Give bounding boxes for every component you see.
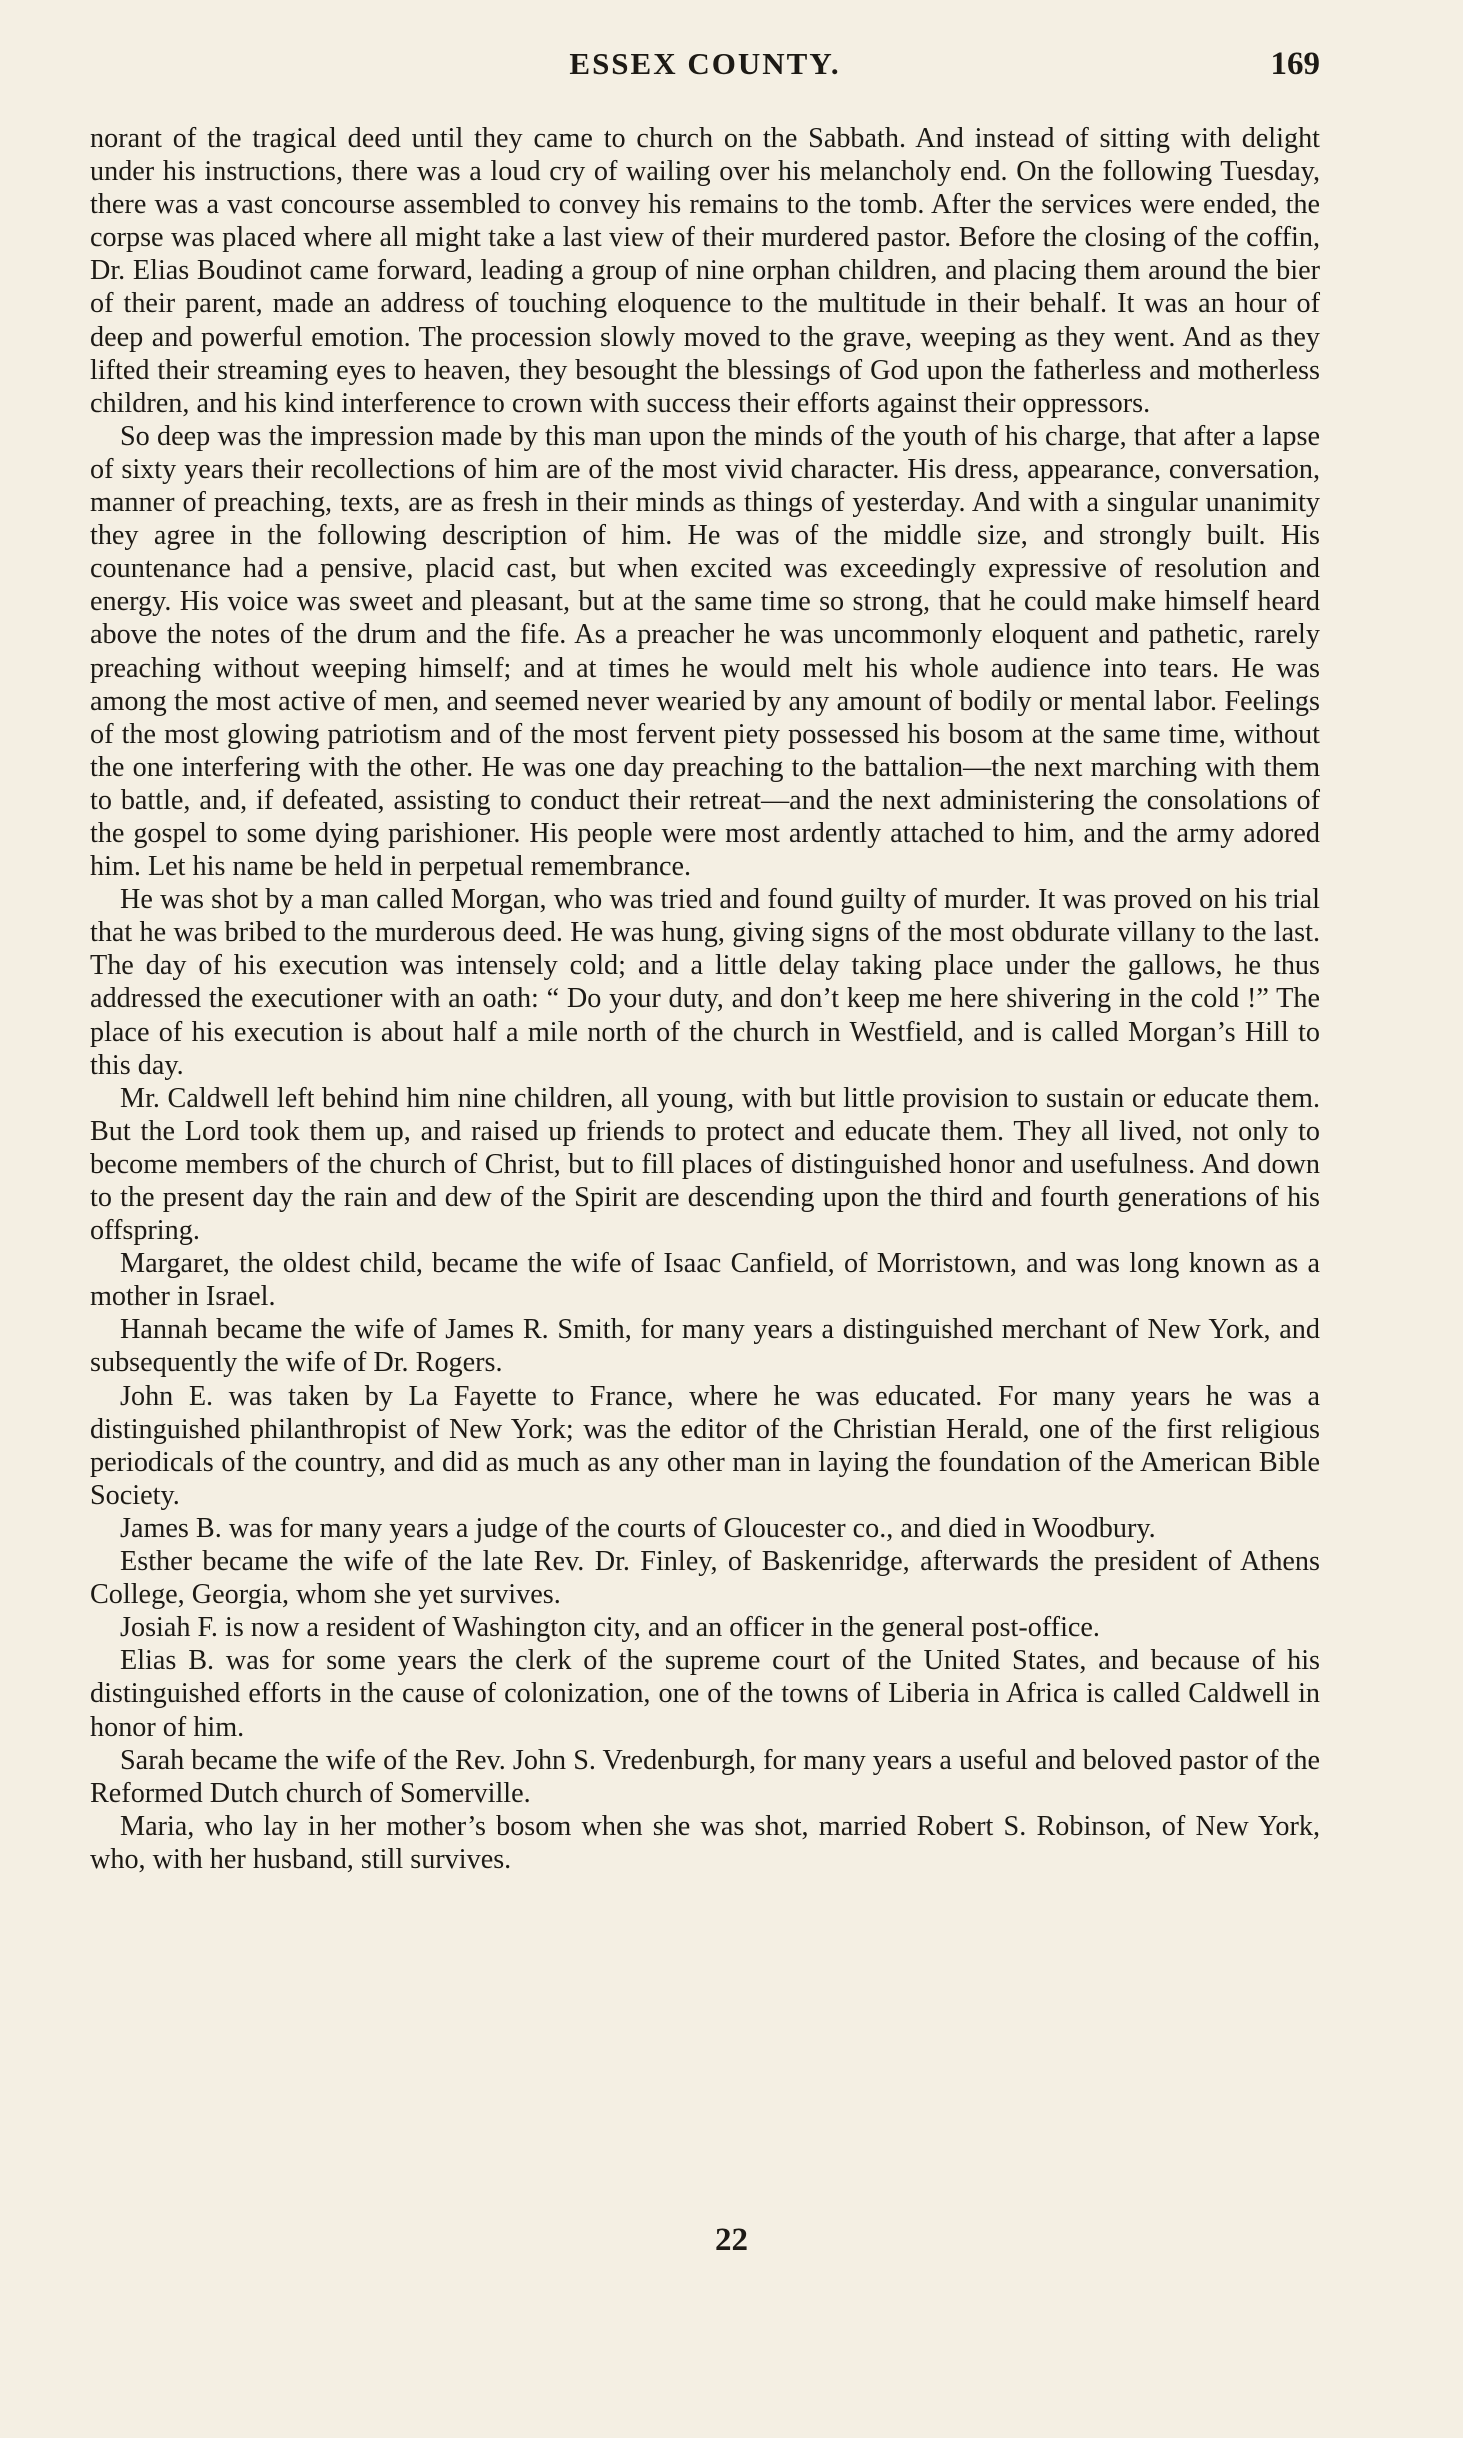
paragraph-john: John E. was taken by La Fayette to France, where he was educated. For many years he was a distinguished philanthropist of New York; was the editor of the Christian Herald, one of the first religious periodicals of the country, and did as much as any other man in laying the foundation of the American Bible Society. xyxy=(90,1380,1320,1511)
page-number: 169 xyxy=(1270,46,1320,82)
paragraph-children: Mr. Caldwell left behind him nine children, all young, with but little provision to sustain or educate them. But the Lord took them up, and raised up friends to protect and educate them. They all lived, not only to become members of the church of Christ, but to fill places of distinguished honor and usefulness. And down to the present day the rain and dew of the Spirit are descending upon the third and fourth generations of his offspring. xyxy=(90,1082,1320,1247)
paragraph-hannah: Hannah became the wife of James R. Smith, for many years a distinguished merchant of New York, and subsequently the wife of Dr. Rogers. xyxy=(90,1314,1320,1379)
paragraph-esther: Esther became the wife of the late Rev. Dr. Finley, of Baskenridge, afterwards the president of Athens College, Georgia, whom she yet survives. xyxy=(90,1546,1320,1611)
paragraph-maria: Maria, who lay in her mother’s bosom when she was shot, married Robert S. Robinson, of New York, who, with her husband, still survives. xyxy=(90,1810,1320,1875)
paragraph-elias: Elias B. was for some years the clerk of the supreme court of the United States, and because of his distinguished efforts in the cause of colonization, one of the towns of Liberia in Africa is called Caldwell in honor of him. xyxy=(90,1645,1320,1743)
paragraph-morgan: He was shot by a man called Morgan, who was tried and found guilty of murder. It was proved on his trial that he was bribed to the murderous deed. He was hung, giving signs of the most obdurate villany to the last. The day of his execution was intensely cold; and a little delay taking place under the gallows, he thus addressed the executioner with an oath: “ Do your duty, and don’t keep me here shivering in the cold !” The place of his execution is about half a mile north of the church in Westfield, and is called Morgan’s Hill to this day. xyxy=(90,884,1320,1081)
paragraph-sarah: Sarah became the wife of the Rev. John S. Vredenburgh, for many years a useful and beloved pastor of the Reformed Dutch church of Somerville. xyxy=(90,1744,1320,1809)
paragraph-josiah: Josiah F. is now a resident of Washington city, and an officer in the general post-office. xyxy=(120,1612,1100,1644)
paragraph-description: So deep was the impression made by this man upon the minds of the youth of his charge, that after a lapse of sixty years their recollections of him are of the most vivid character. His dress, appearance, conversation, manner of preaching, texts, are as fresh in their minds as things of yesterday. And with a singular unanimity they agree in the following description of him. He was of the middle size, and strongly built. His countenance had a pensive, placid cast, but when excited was exceedingly expressive of resolution and energy. His voice was sweet and pleasant, but at the same time so strong, that he could make himself heard above the notes of the drum and the fife. As a preacher he was uncommonly eloquent and pathetic, rarely preaching without weeping himself; and at times he would melt his whole audience into tears. He was among the most active of men, and seemed never wearied by any amount of bodily or mental labor. Feelings of the most glowing patriotism and of the most fervent piety possessed his bosom at the same time, without the one interfering with the other. He was one day preaching to the battalion—the next marching with them to battle, and, if defeated, assisting to conduct their retreat—and the next administering the consolations of the gospel to some dying parishioner. His people were most ardently attached to him, and the army adored him. Let his name be held in perpetual remembrance. xyxy=(90,420,1320,883)
paragraph-james: James B. was for many years a judge of the courts of Gloucester co., and died in Woodbury. xyxy=(120,1512,1156,1544)
signature-mark: 22 xyxy=(715,2222,748,2258)
paragraph-margaret: Margaret, the oldest child, became the wife of Isaac Canfield, of Morristown, and was long known as a mother in Israel. xyxy=(90,1248,1320,1313)
body-text xyxy=(90,122,1320,1876)
running-title: ESSEX COUNTY. xyxy=(569,46,841,81)
paragraph-funeral: norant of the tragical deed until they came to church on the Sabbath. And instead of sitting with delight under his instructions, there was a loud cry of wailing over his melancholy end. On the following Tuesday, there was a vast concourse assembled to convey his remains to the tomb. After the services were ended, the corpse was placed where all might take a last view of their murdered pastor. Before the closing of the coffin, Dr. Elias Boudinot came forward, leading a group of nine orphan children, and placing them around the bier of their parent, made an address of touching eloquence to the multitude in their behalf. It was an hour of deep and powerful emotion. The procession slowly moved to the grave, weeping as they went. And as they lifted their streaming eyes to heaven, they besought the blessings of God upon the fatherless and motherless children, and his kind interference to crown with success their efforts against their oppressors. xyxy=(90,123,1320,419)
running-header xyxy=(90,46,1320,90)
